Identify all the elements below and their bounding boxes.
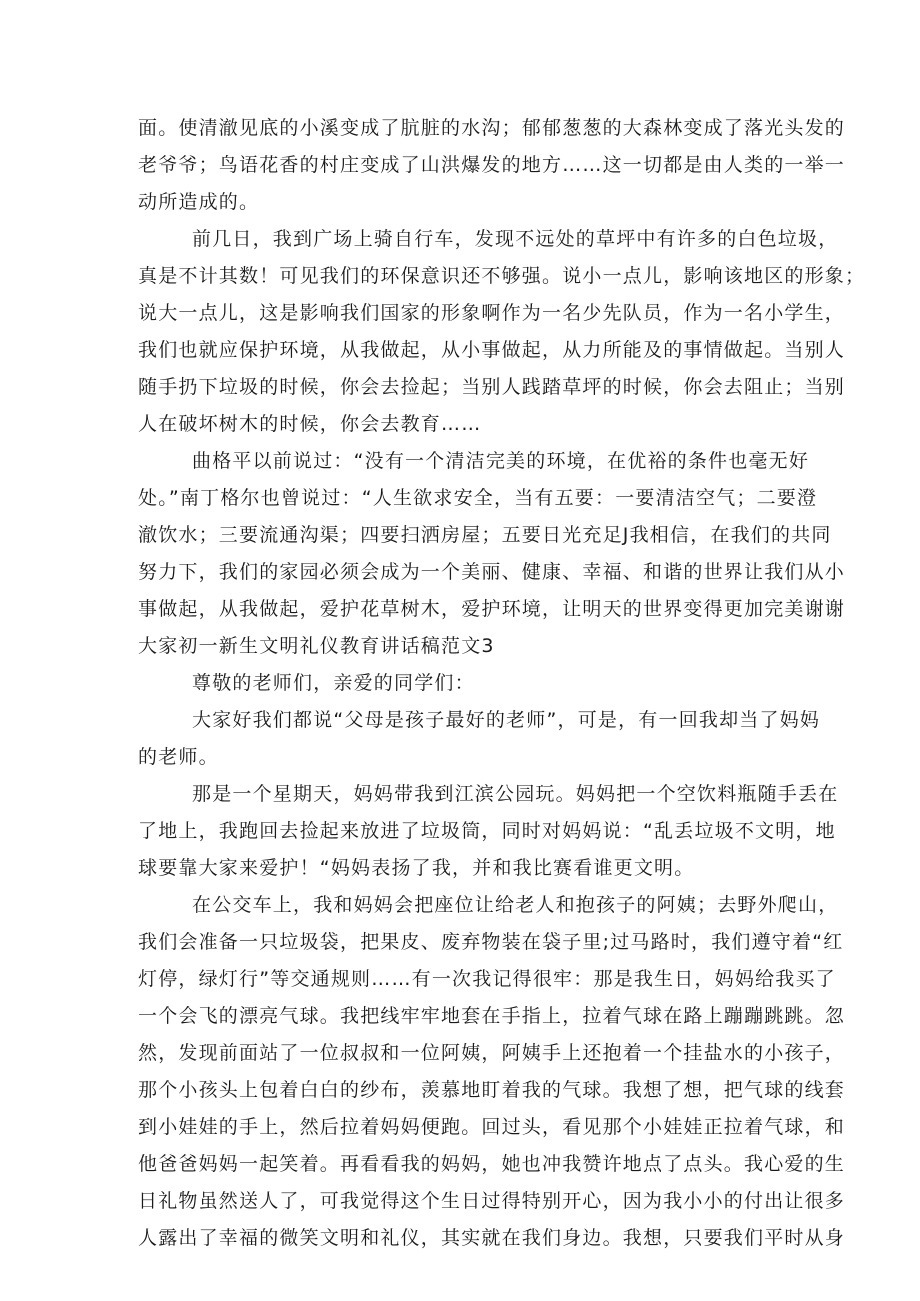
- text-line: 在公交车上，我和妈妈会把座位让给老人和抱孩子的阿姨；去野外爬山，: [192, 894, 839, 916]
- text-line: 努力下，我们的家园必须会成为一个美丽、健康、幸福、和谐的世界让我们从小: [138, 561, 846, 583]
- text-line: 尊敬的老师们，亲爱的同学们：: [192, 672, 475, 694]
- text-line: 人在破坏树木的时候，你会去教育……: [138, 413, 482, 435]
- text-line: 老爷爷；鸟语花香的村庄变成了山洪爆发的地方……这一切都是由人类的一举一: [138, 154, 846, 176]
- text-line: 澈饮水；三要流通沟渠；四要扫洒房屋；五要日光充足J我相信，在我们的共同: [138, 524, 832, 546]
- text-line: 到小娃娃的手上，然后拉着妈妈便跑。回过头，看见那个小娃娃正拉着气球，和: [138, 1116, 846, 1138]
- text-line: 灯停，绿灯行”等交通规则……有一次我记得很牢：那是我生日，妈妈给我买了: [138, 968, 836, 990]
- text-line: 然，发现前面站了一位叔叔和一位阿姨，阿姨手上还抱着一个挂盐水的小孩子，: [138, 1042, 846, 1064]
- text-line: 随手扔下垃圾的时候，你会去捡起；当别人践踏草坪的时候，你会去阻止；当别: [138, 376, 846, 398]
- text-line: 大家初一新生文明礼仪教育讲话稿范文3: [138, 635, 495, 657]
- text-line: 一个会飞的漂亮气球。我把线牢牢地套在手指上，拉着气球在路上蹦蹦跳跳。忽: [138, 1005, 846, 1027]
- text-line: 曲格平以前说过：“没有一个清洁完美的环境，在优裕的条件也毫无好: [192, 450, 810, 472]
- text-line: 他爸爸妈妈一起笑着。再看看我的妈妈，她也冲我赞许地点了点头。我心爱的生: [138, 1153, 846, 1175]
- text-line: 那个小孩头上包着白白的纱布，羡慕地盯着我的气球。我想了想，把气球的线套: [138, 1079, 846, 1101]
- text-line: 人露出了幸福的微笑文明和礼仪，其实就在我们身边。我想，只要我们平时从身: [138, 1227, 846, 1249]
- text-line: 日礼物虽然送人了，可我觉得这个生日过得特别开心，因为我小小的付出让很多: [138, 1190, 846, 1212]
- text-line: 我们也就应保护环境，从我做起，从小事做起，从力所能及的事情做起。当别人: [138, 339, 846, 361]
- text-line: 了地上，我跑回去捡起来放进了垃圾筒，同时对妈妈说：“乱丢垃圾不文明，地: [138, 820, 836, 842]
- text-line: 球要靠大家来爱护！“妈妈表扬了我，并和我比赛看谁更文明。: [138, 857, 695, 879]
- text-line: 真是不计其数！可见我们的环保意识还不够强。说小一点儿，影响该地区的形象；: [138, 265, 866, 287]
- text-line: 前几日，我到广场上骑自行车，发现不远处的草坪中有许多的白色垃圾，: [192, 228, 839, 250]
- text-line: 的老师。: [138, 746, 219, 768]
- text-line: 我们会准备一只垃圾袋，把果皮、废弃物装在袋子里;过马路时，我们遵守着“红: [138, 931, 844, 953]
- text-line: 那是一个星期天，妈妈带我到江滨公园玩。妈妈把一个空饮料瓶随手丢在: [192, 783, 839, 805]
- text-line: 处。”南丁格尔也曾说过：“人生欲求安全，当有五要：一要清洁空气；二要澄: [138, 487, 818, 509]
- text-line: 面。使清澈见底的小溪变成了肮脏的水沟；郁郁葱葱的大森林变成了落光头发的: [138, 117, 846, 139]
- text-line: 事做起，从我做起，爱护花草树木，爱护环境，让明天的世界变得更加完美谢谢: [138, 598, 846, 620]
- text-line: 动所造成的。: [138, 191, 260, 213]
- text-line: 大家好我们都说“父母是孩子最好的老师”，可是，有一回我却当了妈妈: [192, 709, 821, 731]
- text-line: 说大一点儿，这是影响我们国家的形象啊作为一名少先队员，作为一名小学生，: [138, 302, 846, 324]
